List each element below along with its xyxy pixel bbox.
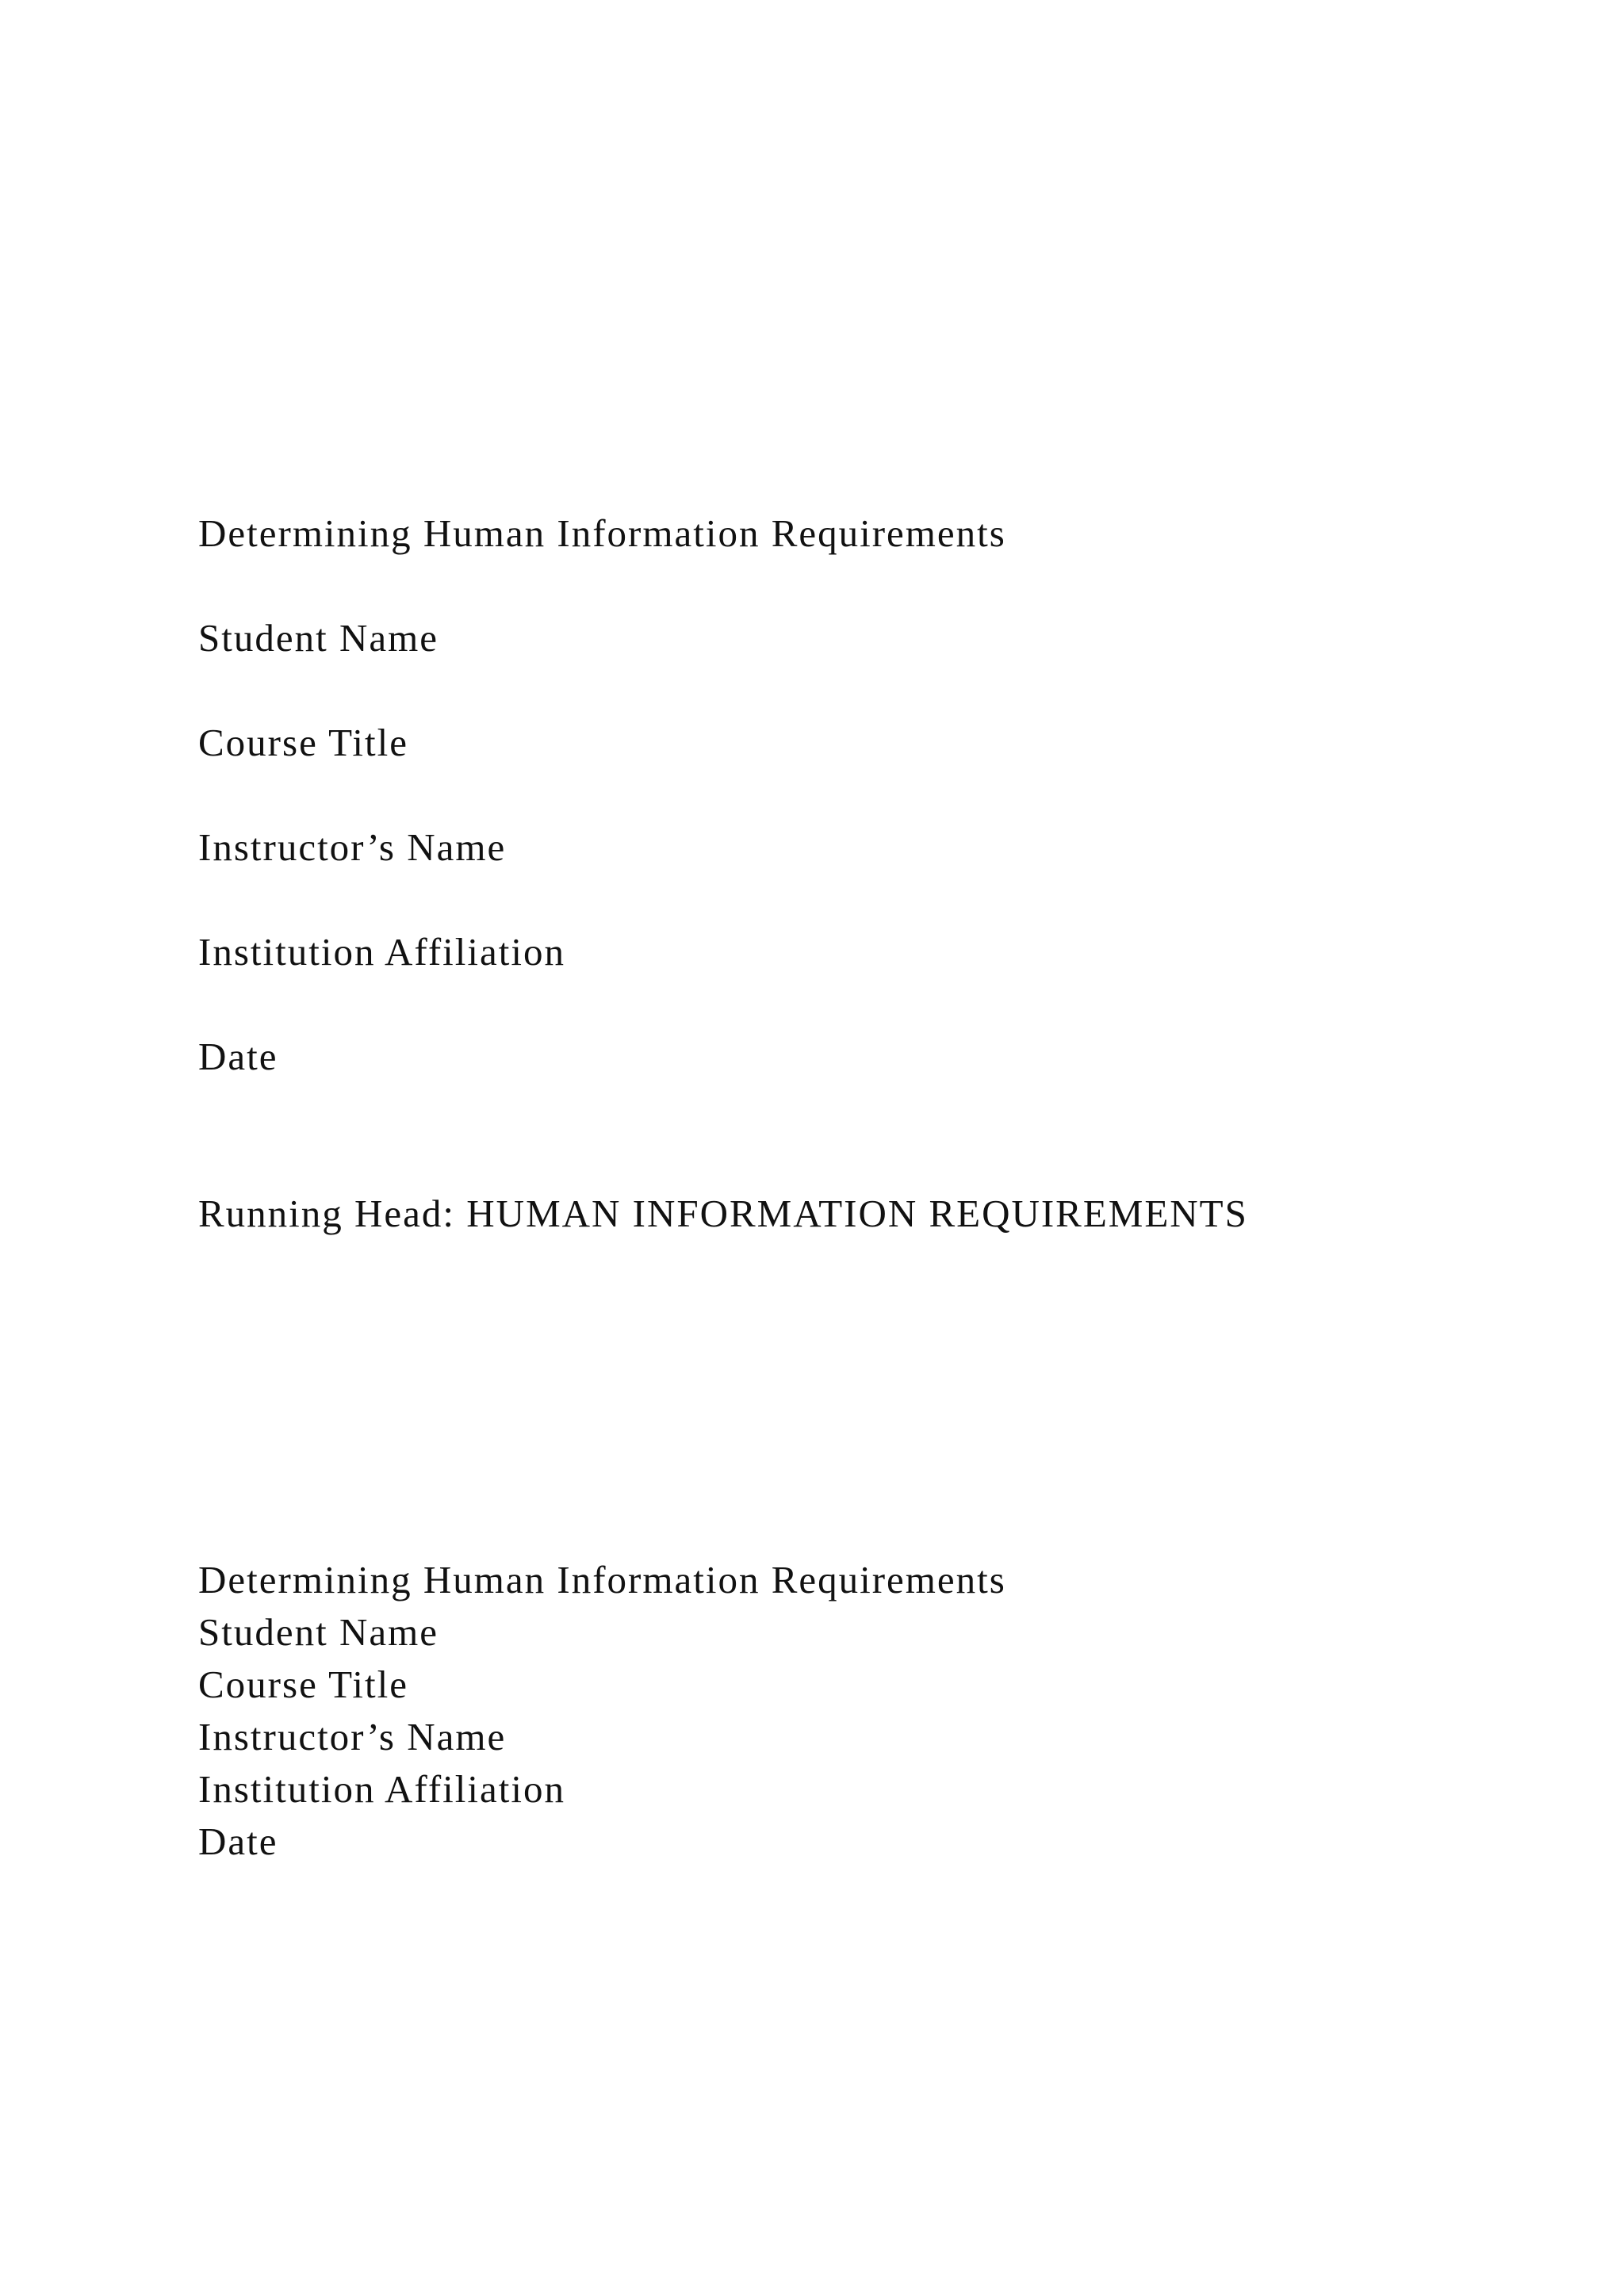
course-title: Course Title bbox=[198, 1663, 408, 1706]
student-name: Student Name bbox=[198, 1610, 439, 1654]
running-head: Running Head: HUMAN INFORMATION REQUIREMENTS bbox=[198, 1192, 1248, 1235]
instructor-name: Instructor’s Name bbox=[198, 825, 507, 869]
document-title: Determining Human Information Requirements bbox=[198, 1558, 1006, 1601]
date: Date bbox=[198, 1820, 278, 1863]
institution-affiliation: Institution Affiliation bbox=[198, 930, 565, 974]
instructor-name: Instructor’s Name bbox=[198, 1715, 507, 1758]
document-title: Determining Human Information Requirements bbox=[198, 511, 1006, 555]
institution-affiliation: Institution Affiliation bbox=[198, 1767, 565, 1811]
course-title: Course Title bbox=[198, 721, 408, 764]
date: Date bbox=[198, 1035, 278, 1078]
student-name: Student Name bbox=[198, 616, 439, 660]
